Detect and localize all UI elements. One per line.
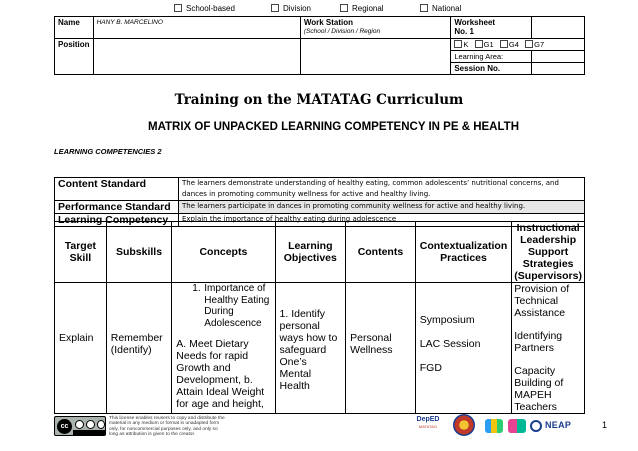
header-instructional-support: Instructional Leadership Support Strategies (Supervisors) <box>512 222 585 283</box>
support-item-2: Identifying Partners <box>514 330 563 354</box>
header-subskills: Subskills <box>106 222 172 283</box>
checkbox-icon <box>340 4 348 12</box>
main-title: Training on the MATATAG Curriculum <box>174 92 464 108</box>
grade-checkboxes <box>451 39 585 51</box>
subskills-cell <box>106 283 172 414</box>
context-item-3: FGD <box>419 362 442 374</box>
learning-competency-label: Learning Competency <box>55 214 179 227</box>
cc-icon: cc <box>57 419 72 434</box>
checkbox-icon <box>525 40 533 48</box>
checkbox-icon <box>475 40 483 48</box>
matatag-logo-text: MATATAG <box>418 424 438 429</box>
support-item-3: Capacity Building of MAPEH Teachers <box>514 365 564 413</box>
concept-text: A. Meet Dietary Needs for rapid Growth and Development, b. Attain Ideal Weight for age and height, <box>176 338 265 410</box>
page-number: 1 <box>602 420 608 430</box>
bagong-pilipinas-logo <box>453 414 475 436</box>
nc-icon <box>86 420 95 429</box>
by-icon <box>75 420 84 429</box>
performance-standard-text: The learners participate in dances in promoting community wellness for active and healthy living. <box>178 201 584 214</box>
target-skill-cell <box>55 283 107 414</box>
table-row <box>55 283 585 414</box>
nd-icon <box>97 420 105 429</box>
header-target-skill: Target Skill <box>55 222 107 283</box>
concept-list-item <box>176 283 270 329</box>
standards-table <box>54 177 585 227</box>
objective-text: 1. Identify personal ways how to safeguard One’s Mental Health <box>279 308 338 392</box>
contents-text: Personal Wellness <box>350 332 393 356</box>
grade-g7[interactable]: G7 <box>525 40 544 49</box>
contextualization-cell <box>415 283 512 414</box>
matrix-title: MATRIX OF UNPACKED LEARNING COMPETENCY IN PE & HEALTH <box>148 121 519 133</box>
neap-logo <box>530 419 575 433</box>
worksheet-value-cell[interactable] <box>532 17 585 39</box>
position-label: Position <box>55 39 94 75</box>
concept-list-text: Importance of Healthy Eating During Adolescence <box>204 283 270 329</box>
learning-competency-text: Explain the importance of healthy eating during adolescence <box>178 214 584 227</box>
checkbox-icon <box>500 40 508 48</box>
deped-logo <box>408 416 448 429</box>
header-contextualization: Contextualization Practices <box>415 222 512 283</box>
header-contents: Contents <box>346 222 416 283</box>
worksheet-no: No. 1 <box>454 27 474 36</box>
instructional-support-cell <box>512 283 585 414</box>
contents-cell <box>346 283 416 414</box>
context-item-2: LAC Session <box>419 338 481 350</box>
context-item-1: Symposium <box>419 314 475 326</box>
concepts-cell <box>172 283 275 414</box>
name-label: Name <box>55 17 94 39</box>
grade-g1[interactable]: G1 <box>475 40 494 49</box>
header-info-table <box>54 16 585 75</box>
learning-area-value[interactable] <box>532 51 585 63</box>
support-item-1: Provision of Technical Assistance <box>514 283 570 319</box>
checkbox-school-based[interactable]: School-based <box>174 4 235 14</box>
header-learning-objectives: Learning Objectives <box>275 222 346 283</box>
grade-g4[interactable]: G4 <box>500 40 519 49</box>
name-value: HANY B. MARCELINO <box>93 17 300 39</box>
partner-logo-2 <box>508 419 526 433</box>
position-extra[interactable] <box>300 39 450 75</box>
checkbox-icon <box>271 4 279 12</box>
deped-logo-text: DepED <box>416 416 440 423</box>
learning-area-label: Learning Area: <box>451 51 532 63</box>
position-value[interactable] <box>93 39 300 75</box>
checkbox-icon <box>420 4 428 12</box>
worksheet-cell <box>451 17 532 39</box>
neap-logo-text: NEAP <box>545 420 572 430</box>
concept-list-number: 1. <box>192 283 201 294</box>
neap-emblem-icon <box>530 420 542 432</box>
checkbox-regional[interactable]: Regional <box>340 4 384 14</box>
checkbox-icon <box>454 40 462 48</box>
cc-bar <box>73 430 106 435</box>
content-standard-text: The learners demonstrate understanding of healthy eating, common adolescents’ nutritional concerns, and dances in promoting community wellness for active and healthy living. <box>178 178 584 201</box>
performance-standard-label: Performance Standard <box>55 201 179 214</box>
cc-license-badge <box>54 416 106 436</box>
objectives-cell <box>275 283 346 414</box>
content-standard-label: Content Standard <box>55 178 179 201</box>
partner-logo-1 <box>485 419 503 433</box>
session-value[interactable] <box>532 63 585 75</box>
checkbox-division[interactable]: Division <box>271 4 311 14</box>
work-station-cell <box>300 17 450 39</box>
checkbox-icon <box>174 4 182 12</box>
checkbox-national[interactable]: National <box>420 4 461 14</box>
target-skill-text: Explain <box>59 332 94 344</box>
section-title: LEARNING COMPETENCIES 2 <box>54 147 162 156</box>
session-label: Session No. <box>451 63 532 75</box>
subskills-text: Remember (Identify) <box>110 332 163 356</box>
header-concepts: Concepts <box>172 222 275 283</box>
worksheet-label: Worksheet <box>454 18 496 27</box>
grade-k[interactable]: K <box>454 40 468 49</box>
license-text: This license enables reusers to copy and distribute the material in any medium or format in unadapted form only, for noncommercial purposes only, and only so long as attribution is given to the creator. <box>109 416 225 438</box>
competency-matrix-table <box>54 221 585 414</box>
work-station-sub: (School / Division / Region <box>303 28 381 35</box>
work-station-label: Work Station <box>303 18 354 27</box>
